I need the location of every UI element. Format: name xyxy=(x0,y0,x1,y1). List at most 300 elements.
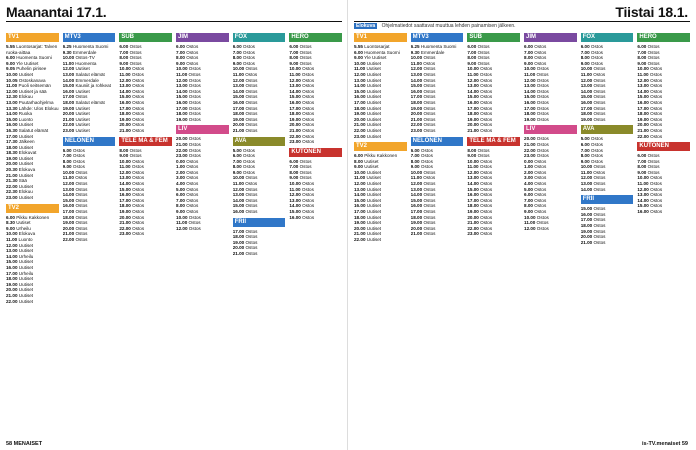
program-time: 6.00 xyxy=(467,44,477,49)
program-time: 21.00 xyxy=(467,127,479,133)
program-time: 18.00 xyxy=(62,214,75,220)
program-listing xyxy=(289,215,342,221)
program-title: Ostos xyxy=(422,77,436,83)
program-title: Ostos xyxy=(646,55,660,61)
program-time: 9.00 xyxy=(176,60,185,66)
program-time: 12.00 xyxy=(232,77,245,83)
program-title: Uutiset xyxy=(365,237,382,242)
program-time: 13.00 xyxy=(232,192,245,198)
program-time: 10.00 xyxy=(6,71,18,77)
program-time: 17.00 xyxy=(637,105,649,111)
program-title: Lähde: Ulos Elokuu xyxy=(17,105,59,111)
program-title: Ostos xyxy=(74,225,88,231)
program-time: 18.00 xyxy=(119,111,131,117)
program-time: 8.00 xyxy=(580,55,590,61)
program-time: 21.00 xyxy=(410,116,423,122)
program-title: Uutiset xyxy=(365,111,382,117)
program-title: Uutiset xyxy=(365,192,382,198)
program-time: 12.00 xyxy=(580,175,593,181)
program-time: 15.00 xyxy=(580,206,593,212)
program-title: Ostos xyxy=(300,186,314,192)
program-time: 11.00 xyxy=(6,237,18,242)
program-title: Ostos xyxy=(532,60,547,66)
program-title: Luonto xyxy=(17,116,33,122)
program-title: Ostos xyxy=(130,99,145,105)
program-time: 13.00 xyxy=(119,175,131,181)
program-title: Ostos xyxy=(592,77,606,83)
program-title: Ostos xyxy=(646,49,660,55)
program-time: 11.00 xyxy=(289,71,301,77)
program-time: 9.30 xyxy=(62,49,72,55)
program-title: Puhelin pirisee xyxy=(14,66,47,72)
program-title: Ostos xyxy=(243,71,258,77)
program-title: Ostos xyxy=(535,141,549,147)
program-time: 10.00 xyxy=(62,55,75,61)
program-time: 14.00 xyxy=(119,88,131,94)
program-time: 13.00 xyxy=(637,192,649,198)
program-title: Ostos xyxy=(592,105,606,111)
program-time: 8.00 xyxy=(119,55,129,61)
program-time: 10.00 xyxy=(354,60,366,66)
program-title: Ostos xyxy=(592,217,606,223)
program-time: 10.00 xyxy=(289,66,301,72)
program-title: Ostos xyxy=(646,158,660,164)
program-title: Ostos xyxy=(422,99,436,105)
program-title: Ostos xyxy=(244,88,258,94)
program-time: 15.00 xyxy=(410,83,423,89)
program-title: Uutiset xyxy=(365,175,381,181)
program-title: Uutiset xyxy=(365,181,382,187)
program-title: Elokuvat xyxy=(17,150,37,156)
program-time: 19.00 xyxy=(119,209,131,215)
program-time: 11.00 xyxy=(410,175,422,181)
program-listing xyxy=(176,117,229,123)
program-time: 14.00 xyxy=(637,88,649,94)
program-listing xyxy=(354,237,407,243)
program-title: Ostos xyxy=(592,83,606,89)
program-title: Ostos xyxy=(130,122,145,128)
program-time: 0.00 xyxy=(524,158,533,164)
program-title: Ostos xyxy=(74,203,88,209)
program-time: 14.00 xyxy=(524,88,536,94)
program-title: Ostos xyxy=(478,88,493,94)
program-time: 22.00 xyxy=(637,133,649,139)
program-title: Uutiset xyxy=(365,66,381,72)
program-title: Pikku Kakkonen xyxy=(362,153,398,159)
program-title: Ostos xyxy=(589,136,603,142)
program-time: 20.00 xyxy=(580,234,593,240)
program-time: 10.00 xyxy=(119,66,131,72)
program-time: 14.00 xyxy=(354,83,366,89)
program-title: Ostos xyxy=(592,175,606,181)
program-time: 16.00 xyxy=(289,214,301,220)
program-title: Ostos xyxy=(421,175,436,181)
program-title: Ostos xyxy=(300,88,315,94)
program-time: 21.00 xyxy=(6,172,18,178)
program-title: Ostos xyxy=(300,209,315,215)
program-time: 11.00 xyxy=(6,83,18,89)
program-time: 18.00 xyxy=(176,111,188,117)
program-title: Uutiset xyxy=(17,155,34,161)
program-title: Ostos xyxy=(535,111,549,117)
program-title: Ostos xyxy=(592,99,606,105)
program-title: Uutiset xyxy=(365,99,382,105)
program-time: 16.00 xyxy=(6,122,18,128)
program-time: 17.00 xyxy=(62,94,75,100)
program-time: 21.30 xyxy=(6,178,18,184)
program-title: Ostos xyxy=(187,88,201,94)
program-title: Ostos xyxy=(187,83,201,89)
program-title: Uutiset ja sää xyxy=(17,88,47,94)
program-time: 12.00 xyxy=(467,169,479,175)
program-time: 16.00 xyxy=(580,99,593,105)
program-title: Ostos xyxy=(422,122,436,128)
program-title: Ostos xyxy=(187,147,201,153)
program-time: 11.00 xyxy=(176,220,188,226)
program-title: Ostos xyxy=(478,105,493,111)
program-title: Ostos xyxy=(646,164,660,170)
program-title: Luonto xyxy=(17,237,33,242)
program-title: Ostos xyxy=(476,147,490,153)
program-title: Uutiset xyxy=(365,203,382,209)
program-time: 7.00 xyxy=(580,147,590,153)
program-time: 20.00 xyxy=(467,214,479,220)
program-time: 23.00 xyxy=(467,231,479,237)
program-time: 21.00 xyxy=(524,141,536,147)
program-title: Ostos xyxy=(648,88,663,94)
program-title: Ostos xyxy=(130,197,145,203)
program-time: 13.00 xyxy=(580,181,593,187)
program-title: Ostos xyxy=(648,71,662,77)
program-time: 18.00 xyxy=(232,111,245,117)
program-title: Ostos xyxy=(646,169,660,175)
page-footer: is-TV.menaiset 59 xyxy=(642,441,688,447)
program-time: 15.00 xyxy=(289,209,301,215)
program-title: Ostos xyxy=(187,105,201,111)
program-title: Uutiset xyxy=(17,276,34,282)
program-title: Ostos xyxy=(422,127,436,133)
program-title: Ostos xyxy=(532,209,547,215)
program-title: Ostos xyxy=(184,181,199,187)
program-time: 12.30 xyxy=(6,94,18,100)
program-time: 19.00 xyxy=(580,116,593,122)
program-title: Ostos xyxy=(478,71,492,77)
program-time: 6.00 xyxy=(176,44,185,49)
program-time: 10.00 xyxy=(354,169,366,175)
program-time: 7.00 xyxy=(524,49,533,55)
program-title: Pikku Kakkonen xyxy=(14,214,50,220)
program-title: Ostos xyxy=(648,77,663,83)
program-title: Ostos xyxy=(300,105,315,111)
program-time: 17.00 xyxy=(232,105,245,111)
program-time: 8.30 xyxy=(6,220,15,226)
program-time: 12.00 xyxy=(119,77,131,83)
program-time: 19.00 xyxy=(467,209,479,215)
program-time: 10.00 xyxy=(232,66,245,72)
program-time: 20.30 xyxy=(6,167,18,173)
program-time: 17.30 xyxy=(6,139,18,145)
program-title: Uutiset xyxy=(74,127,90,133)
program-time: 6.00 xyxy=(232,44,242,49)
program-time: 11.00 xyxy=(467,164,479,170)
program-time: 22.00 xyxy=(6,298,18,304)
program-title: Ostos xyxy=(478,77,493,83)
program-time: 13.00 xyxy=(289,197,301,203)
program-time: 8.00 xyxy=(637,164,647,170)
program-title: Ostos xyxy=(419,153,433,159)
program-time: 16.00 xyxy=(410,88,423,94)
program-title: Uutiset xyxy=(365,116,382,122)
program-title: Ostos xyxy=(478,116,493,122)
program-title: Ostos xyxy=(244,83,258,89)
program-title: Ostos xyxy=(244,111,258,117)
program-title: Emmerdale xyxy=(74,77,99,83)
program-title: Uutiset xyxy=(17,172,34,178)
program-title: Urheilu xyxy=(17,253,34,259)
program-title: Ostos xyxy=(130,77,145,83)
program-time: 12.00 xyxy=(410,181,423,187)
program-time: 8.00 xyxy=(410,158,420,164)
program-title: Ostos xyxy=(422,225,436,231)
channel-header: JIM xyxy=(524,33,577,42)
program-title: Ostos xyxy=(300,197,315,203)
program-time: 19.00 xyxy=(176,116,188,122)
program-title: Ostos xyxy=(532,44,547,49)
program-title: Ostos xyxy=(244,192,258,198)
program-time: 18.00 xyxy=(410,214,423,220)
program-time: 15.00 xyxy=(637,203,649,209)
program-time: 11.00 xyxy=(467,71,479,77)
program-time: 21.00 xyxy=(467,220,479,226)
program-title: Ostos xyxy=(187,153,201,159)
program-time: 16.00 xyxy=(354,94,366,100)
program-time: 17.00 xyxy=(6,270,18,276)
program-time: 6.00 xyxy=(637,153,647,159)
program-title: Ostos xyxy=(298,158,312,164)
program-title: Ostos xyxy=(184,209,199,215)
program-title: Ostos xyxy=(478,209,493,215)
program-time: 14.00 xyxy=(289,88,301,94)
program-time: 15.00 xyxy=(119,94,131,100)
program-time: 15.00 xyxy=(62,197,75,203)
program-title: Ostos xyxy=(184,60,199,66)
program-title: Ostos xyxy=(128,60,142,66)
program-time: 6.25 xyxy=(410,44,420,49)
program-title: Elokuva xyxy=(17,231,36,237)
program-title: Ostos xyxy=(648,197,663,203)
program-title: Ostos xyxy=(184,44,199,49)
program-time: 16.00 xyxy=(467,192,479,198)
program-time: 9.00 xyxy=(580,158,590,164)
program-time: 18.00 xyxy=(467,203,479,209)
program-title: Ostos xyxy=(478,127,493,133)
program-title: Ostos xyxy=(244,94,258,100)
schedule-column xyxy=(524,30,577,438)
program-title: Ostos xyxy=(130,209,145,215)
program-title: Uutiset xyxy=(17,122,34,128)
channel-header: SUB xyxy=(467,33,520,42)
program-title: Ostos xyxy=(130,186,145,192)
program-time: 16.00 xyxy=(637,99,649,105)
program-title: Uutiset xyxy=(17,287,34,293)
program-time: 13.00 xyxy=(6,99,18,105)
program-title: Salatut elämät xyxy=(17,127,49,133)
program-time: 17.00 xyxy=(354,99,366,105)
program-time: 14.00 xyxy=(176,88,188,94)
program-time: 9.00 xyxy=(637,60,647,66)
program-time: 17.00 xyxy=(119,105,131,111)
program-listing xyxy=(119,128,172,134)
program-time: 6.00 xyxy=(289,44,299,49)
program-time: 23.00 xyxy=(289,139,301,145)
channel-header: TV1 xyxy=(6,33,59,42)
program-time: 23.00 xyxy=(62,127,75,133)
schedule-column xyxy=(411,30,464,438)
program-time: 6.00 xyxy=(232,153,242,159)
program-time: 17.00 xyxy=(467,105,479,111)
program-title: Uutiset xyxy=(17,248,34,254)
program-time: 11.00 xyxy=(580,169,592,175)
program-time: 16.00 xyxy=(119,192,131,198)
program-time: 17.00 xyxy=(580,105,593,111)
program-title: Ostos xyxy=(589,153,603,159)
program-time: 21.00 xyxy=(289,127,301,133)
program-title: Ostos xyxy=(478,231,493,237)
program-time: 13.00 xyxy=(62,186,75,192)
program-time: 10.00 xyxy=(119,158,131,164)
program-title: Ostos xyxy=(298,164,312,170)
program-title: Ostos xyxy=(648,181,662,187)
program-time: 17.00 xyxy=(232,228,245,234)
program-time: 12.00 xyxy=(6,242,18,248)
program-title: Uutiset xyxy=(17,264,34,270)
program-time: 13.00 xyxy=(289,83,301,89)
program-title: Ostos xyxy=(422,181,436,187)
program-time: 19.00 xyxy=(637,116,649,122)
program-title: Ostos xyxy=(241,55,255,61)
program-title: Ostos xyxy=(184,192,199,198)
program-title: Ostos xyxy=(646,153,660,159)
program-time: 22.00 xyxy=(176,147,188,153)
program-title: Ostos xyxy=(591,71,606,77)
program-time: 15.00 xyxy=(580,94,593,100)
program-title: Ostos xyxy=(532,169,547,175)
program-title: Ostos xyxy=(592,116,606,122)
program-time: 10.00 xyxy=(289,181,301,187)
program-time: 8.00 xyxy=(232,55,242,61)
program-title: Ostos xyxy=(244,245,258,251)
program-title: Ostos xyxy=(71,158,85,164)
program-time: 16.00 xyxy=(467,99,479,105)
program-time: 14.00 xyxy=(62,192,75,198)
program-title: Ostos xyxy=(422,169,436,175)
program-title: Ostos xyxy=(648,66,663,72)
program-time: 16.00 xyxy=(232,99,245,105)
program-title: Ostos xyxy=(184,203,199,209)
program-title: Uutiset xyxy=(17,298,34,304)
program-title: Ostos xyxy=(535,116,549,122)
program-time: 12.00 xyxy=(580,77,593,83)
program-time: 14.00 xyxy=(354,192,366,198)
program-time: 16.00 xyxy=(62,203,75,209)
program-title: Ostos xyxy=(422,197,436,203)
program-listing xyxy=(6,44,59,55)
program-title: Ostos xyxy=(589,147,603,153)
program-title: Uutiset xyxy=(365,122,382,128)
program-title: Ostos xyxy=(130,192,145,198)
program-title: Ostos xyxy=(128,49,142,55)
program-title: Ostos xyxy=(298,175,312,181)
program-title: Yle Uutiset xyxy=(362,55,387,61)
schedule-column xyxy=(6,30,59,438)
program-time: 6.00 xyxy=(580,44,590,49)
program-time: 20.00 xyxy=(119,214,131,220)
program-time: 15.00 xyxy=(524,94,536,100)
program-time: 9.00 xyxy=(289,60,299,66)
program-title: Ostos xyxy=(130,181,145,187)
program-time: 20.00 xyxy=(289,122,301,128)
program-time: 13.00 xyxy=(176,83,188,89)
schedule-column xyxy=(467,30,520,438)
program-title: Ostos xyxy=(478,99,493,105)
program-title: Ostos xyxy=(187,225,201,231)
program-title: Uutiset xyxy=(365,94,382,100)
program-title: Ostos xyxy=(300,122,315,128)
channel-header: TELE MA & FEM xyxy=(119,137,172,146)
program-title: Ostos xyxy=(298,49,312,55)
program-title: Ostos xyxy=(478,158,493,164)
program-title: Ostos xyxy=(241,60,255,66)
program-time: 4.00 xyxy=(524,181,533,187)
program-time: 7.00 xyxy=(176,49,185,55)
program-title: Ostos xyxy=(130,169,145,175)
program-time: 18.00 xyxy=(119,203,131,209)
program-time: 19.00 xyxy=(467,116,479,122)
program-time: 19.00 xyxy=(410,220,423,226)
program-time: 21.00 xyxy=(119,127,131,133)
program-title: Ostos xyxy=(184,158,199,164)
channel-header: TV2 xyxy=(354,142,407,151)
program-time: 10.00 xyxy=(176,66,188,72)
program-time: 14.00 xyxy=(580,186,593,192)
program-title: Ostos xyxy=(130,220,145,226)
program-time: 11.00 xyxy=(354,175,366,181)
program-title: Kauniit ja rohkeat xyxy=(74,83,111,89)
program-listing xyxy=(6,195,59,201)
program-time: 10.00 xyxy=(637,66,649,72)
program-time: 2.00 xyxy=(176,169,185,175)
program-title: Ostos xyxy=(532,49,547,55)
program-title: Ostos xyxy=(422,105,436,111)
program-time: 8.00 xyxy=(637,55,647,61)
schedule-column xyxy=(233,30,286,438)
program-time: 5.00 xyxy=(232,147,242,153)
program-title: Ostos xyxy=(74,209,88,215)
program-time: 15.00 xyxy=(354,88,366,94)
program-title: Ostos xyxy=(300,66,315,72)
program-title: Ostos xyxy=(422,55,436,61)
program-time: 13.00 xyxy=(637,83,649,89)
program-title: Ostos xyxy=(589,141,603,147)
program-time: 21.00 xyxy=(580,239,593,245)
program-title: Ostos xyxy=(592,164,606,170)
program-listing xyxy=(581,117,634,123)
program-time: 20.00 xyxy=(6,161,18,167)
program-time: 6.00 xyxy=(6,55,15,61)
program-title: Ostos xyxy=(422,203,436,209)
program-title: Ostos xyxy=(73,175,88,181)
program-time: 18.00 xyxy=(524,111,536,117)
